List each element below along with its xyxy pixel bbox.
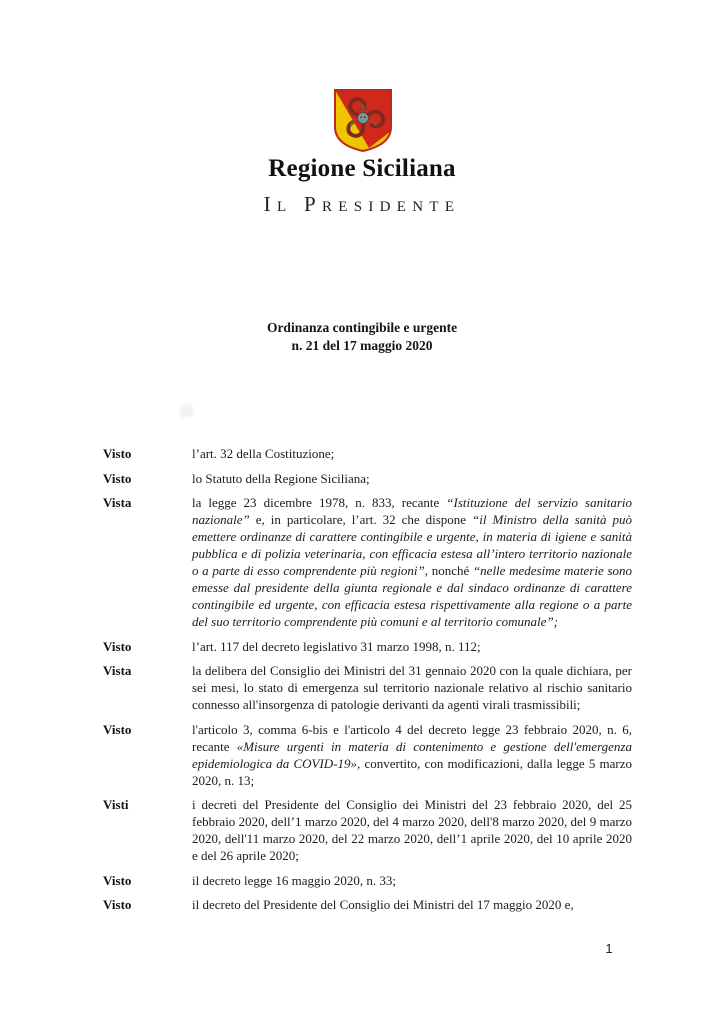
page-number: 1 <box>605 941 613 956</box>
clause-label: Visto <box>103 721 132 737</box>
clause-text: il decreto legge 16 maggio 2020, n. 33; <box>192 872 396 888</box>
clause-label: Vista <box>103 663 132 678</box>
decree-clause <box>103 445 632 462</box>
clause-text: i decreti del Presidente del Consiglio dei Ministri del 23 febbraio 2020, del 25 febbraio 2020, dell’1 marzo 2020, del 4 marzo 2020, dell'8 marzo 2020, del 9 marzo 2020, dell'11 marzo 2020, del 22 marzo 2020, dell’1 aprile 2020, del 10 aprile 2020 e del 26 aprile 2020; <box>192 797 632 863</box>
decree-clause <box>103 721 632 789</box>
clause-label: Visto <box>103 638 132 654</box>
clause-label: Visti <box>103 797 129 812</box>
decree-clause <box>103 872 632 889</box>
decree-clause <box>103 896 632 913</box>
scan-smudge-artifact <box>179 404 194 418</box>
clause-label: Visto <box>103 897 132 912</box>
clause-text: la legge 23 dicembre 1978, n. 833, recante “Istituzione del servizio sanitario nazionale” e, in particolare, l’art. 32 che dispone “il Ministro della sanità può emettere ordinanze di carattere contingibile e urgente, in materia di igiene e sanità pubblica e di polizia veterinaria, con efficacia estesa all’intero territorio nazionale o a parte di esso comprendente più regioni”, nonché “nelle medesime materie sono emesse dal presidente della giunta regionale e dal sindaco ordinanze di carattere contingibile ed urgente, con efficacia estesa rispettivamente alla regione o a parte del suo territorio comprendente più comuni e al territorio comunale”; <box>192 495 633 629</box>
decree-clause <box>103 662 632 713</box>
decree-clause <box>103 494 632 630</box>
organization-name: Regione Siciliana <box>268 155 456 182</box>
ordinance-title-line1: Ordinanza contingibile e urgente <box>266 320 458 335</box>
clause-text: lo Statuto della Regione Siciliana; <box>192 470 370 486</box>
clause-text: la delibera del Consiglio dei Ministri del 31 gennaio 2020 con la quale dichiara, per sei mesi, lo stato di emergenza sul territorio nazionale relativo al rischio sanitario connesso all'insorgenza di patologie derivanti da agenti virali trasmissibili; <box>192 663 632 712</box>
presidential-office-title: Il Presidente <box>263 192 461 216</box>
decree-clause <box>103 470 632 487</box>
decree-clause <box>103 796 632 864</box>
ordinance-title <box>0 319 724 355</box>
clause-text: l’art. 32 della Costituzione; <box>192 446 335 461</box>
decree-clause <box>103 638 632 655</box>
sicily-coat-of-arms-icon <box>331 87 395 153</box>
clause-label: Vista <box>103 495 132 510</box>
clause-text: l'articolo 3, comma 6-bis e l'articolo 4 del decreto legge 23 febbraio 2020, n. 6, recante «Misure urgenti in materia di contenimento e gestione dell'emergenza epidemiologica da COVID-19», convertito, con modificazioni, dalla legge 5 marzo 2020, n. 13; <box>192 721 632 788</box>
clause-label: Visto <box>103 872 132 888</box>
clause-text: l’art. 117 del decreto legislativo 31 marzo 1998, n. 112; <box>192 638 481 654</box>
body-paragraphs <box>103 445 632 921</box>
ordinance-title-line2: n. 21 del 17 maggio 2020 <box>291 338 433 353</box>
clause-text: il decreto del Presidente del Consiglio dei Ministri del 17 maggio 2020 e, <box>192 897 574 912</box>
clause-label: Visto <box>103 470 132 486</box>
clause-label: Visto <box>103 446 132 461</box>
